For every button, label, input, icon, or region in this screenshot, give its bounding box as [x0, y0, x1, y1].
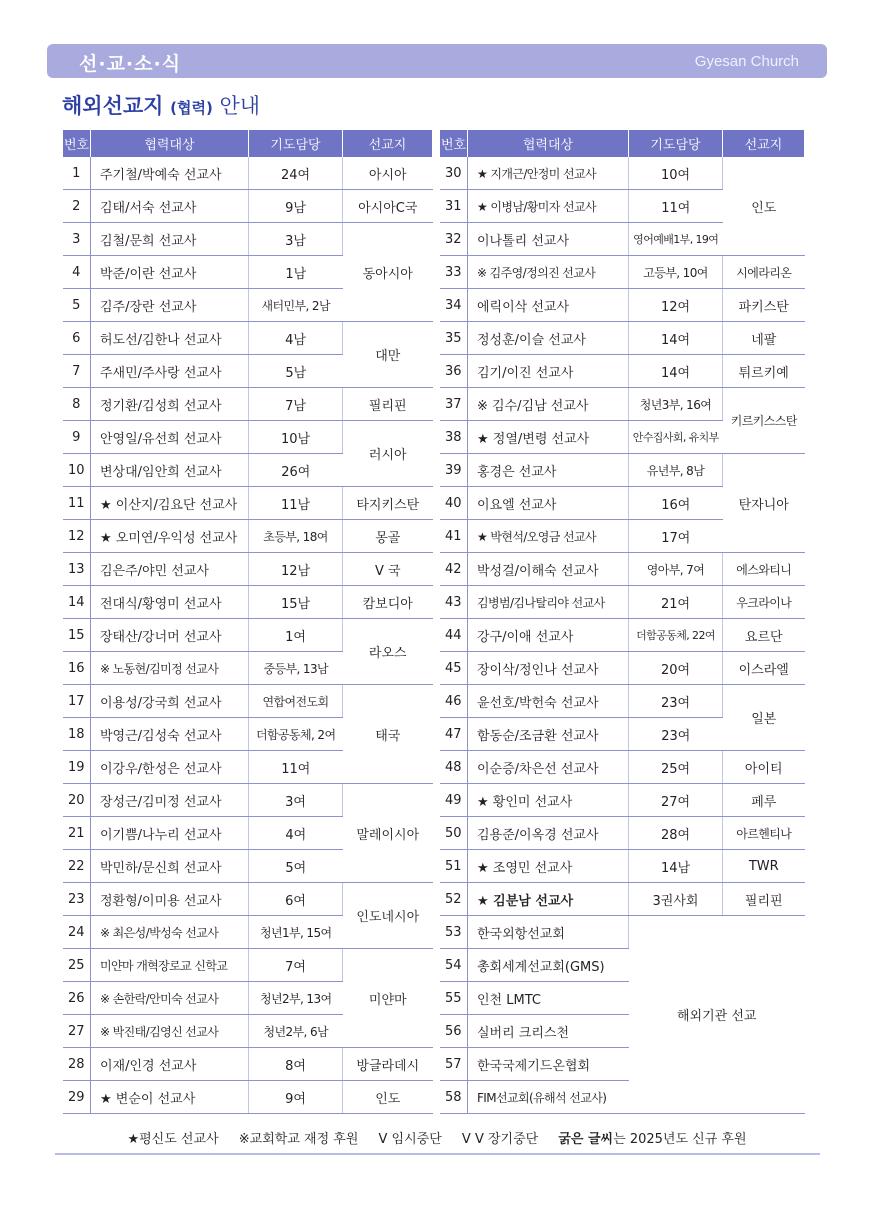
row-prayer: 새터민부, 2남	[249, 289, 343, 322]
row-prayer: 10여	[629, 157, 723, 190]
row-partner: 안영일/유선희 선교사	[91, 421, 249, 454]
legend-star: ★평신도 선교사	[127, 1132, 219, 1147]
table-row	[63, 388, 433, 421]
row-prayer: 12여	[629, 289, 723, 322]
table-row	[63, 586, 433, 619]
row-no: 21	[63, 817, 91, 850]
row-partner: 박성걸/이해숙 선교사	[468, 553, 629, 586]
row-prayer: 3남	[249, 223, 343, 256]
row-partner: ★ 김분남 선교사	[468, 883, 629, 916]
row-no: 50	[440, 817, 468, 850]
row-no: 30	[440, 157, 468, 190]
row-no: 19	[63, 751, 91, 784]
row-prayer: 3여	[249, 784, 343, 817]
row-partner: 한국국제기드온협회	[468, 1048, 629, 1081]
row-prayer: 14여	[629, 355, 723, 388]
table-row	[440, 289, 805, 322]
row-field: 튀르키예	[723, 355, 805, 388]
table-row	[63, 520, 433, 553]
row-partner: 장태산/강너머 선교사	[91, 619, 249, 652]
row-prayer: 7남	[249, 388, 343, 421]
legend-bold-label: 굵은 글씨	[558, 1132, 614, 1147]
row-partner: ★ 박현석/오영금 선교사	[468, 520, 629, 553]
row-field: 요르단	[723, 619, 805, 652]
legend-note: ※교회학교 재정 후원	[238, 1132, 359, 1147]
page-title	[62, 90, 260, 120]
section-label: 선·교·소·식	[79, 53, 182, 75]
row-no: 28	[63, 1048, 91, 1081]
row-prayer: 안수집사회, 유치부	[629, 421, 723, 454]
col-partner: 협력대상	[468, 130, 629, 157]
row-field: 아시아	[343, 157, 433, 190]
row-prayer: 청년2부, 13여	[249, 982, 343, 1015]
row-field: 파키스탄	[723, 289, 805, 322]
table-row	[440, 256, 805, 289]
table-row	[63, 1048, 433, 1081]
row-partner: 김주/장란 선교사	[91, 289, 249, 322]
row-partner: ★ 이병남/황미자 선교사	[468, 190, 629, 223]
table-row	[63, 421, 433, 454]
table-row	[63, 784, 433, 817]
row-field: 필리핀	[343, 388, 433, 421]
row-prayer: 11여	[249, 751, 343, 784]
row-no: 6	[63, 322, 91, 355]
row-partner: ※ 김수/김남 선교사	[468, 388, 629, 421]
row-prayer: 16여	[629, 487, 723, 520]
row-no: 31	[440, 190, 468, 223]
legend	[0, 1128, 874, 1147]
row-prayer: 4남	[249, 322, 343, 355]
row-partner: ※ 박진태/김영신 선교사	[91, 1015, 249, 1048]
row-partner: 이요엘 선교사	[468, 487, 629, 520]
row-no: 53	[440, 916, 468, 949]
table-row	[440, 850, 805, 883]
legend-bold-tail: 는 2025년도 신규 후원	[613, 1132, 747, 1147]
row-prayer: 청년1부, 15여	[249, 916, 343, 949]
row-no: 54	[440, 949, 468, 982]
row-partner: 인천 LMTC	[468, 982, 629, 1015]
row-partner: 주새민/주사랑 선교사	[91, 355, 249, 388]
row-partner: 정환형/이미용 선교사	[91, 883, 249, 916]
row-partner: ※ 최은성/박성숙 선교사	[91, 916, 249, 949]
row-prayer: 28여	[629, 817, 723, 850]
row-field: 탄자니아	[723, 454, 805, 553]
table-row	[440, 784, 805, 817]
row-no: 17	[63, 685, 91, 718]
row-prayer: 26여	[249, 454, 343, 487]
row-no: 41	[440, 520, 468, 553]
row-partner: ★ 황인미 선교사	[468, 784, 629, 817]
table-row	[440, 751, 805, 784]
row-field: 미얀마	[343, 949, 433, 1048]
row-no: 4	[63, 256, 91, 289]
footer-divider	[55, 1153, 820, 1155]
row-no: 11	[63, 487, 91, 520]
table-row	[63, 157, 433, 190]
row-partner: 김철/문희 선교사	[91, 223, 249, 256]
table-row	[63, 223, 433, 256]
row-field: 아이티	[723, 751, 805, 784]
row-partner: ★ 지개근/안정미 선교사	[468, 157, 629, 190]
table-row	[440, 916, 805, 949]
row-partner: ★ 정열/변령 선교사	[468, 421, 629, 454]
row-no: 15	[63, 619, 91, 652]
row-no: 8	[63, 388, 91, 421]
table-row	[440, 652, 805, 685]
row-no: 24	[63, 916, 91, 949]
table-row	[440, 586, 805, 619]
table-row	[63, 883, 433, 916]
row-field: 아시아C국	[343, 190, 433, 223]
row-partner: 정성훈/이슬 선교사	[468, 322, 629, 355]
row-prayer: 9여	[249, 1081, 343, 1114]
table-header	[63, 130, 433, 157]
row-partner: 이용성/강국희 선교사	[91, 685, 249, 718]
row-prayer: 4여	[249, 817, 343, 850]
row-partner: 홍경은 선교사	[468, 454, 629, 487]
row-partner: 이기쁨/나누리 선교사	[91, 817, 249, 850]
row-no: 12	[63, 520, 91, 553]
row-no: 1	[63, 157, 91, 190]
row-field: TWR	[723, 850, 805, 883]
row-partner: 함동순/조금환 선교사	[468, 718, 629, 751]
row-prayer: 23여	[629, 685, 723, 718]
row-field: 우크라이나	[723, 586, 805, 619]
row-partner: 박준/이란 선교사	[91, 256, 249, 289]
row-prayer: 초등부, 18여	[249, 520, 343, 553]
row-field: 페루	[723, 784, 805, 817]
row-field: 몽골	[343, 520, 433, 553]
row-partner: 한국외항선교회	[468, 916, 629, 949]
row-field: 키르키스스탄	[723, 388, 805, 454]
row-no: 5	[63, 289, 91, 322]
row-field: 네팔	[723, 322, 805, 355]
row-no: 47	[440, 718, 468, 751]
row-partner: 김은주/야민 선교사	[91, 553, 249, 586]
row-field: 인도네시아	[343, 883, 433, 949]
title-sub: (협력)	[170, 99, 213, 117]
row-prayer: 12남	[249, 553, 343, 586]
row-partner: ※ 노동현/김미정 선교사	[91, 652, 249, 685]
legend-long-paused: V V 장기중단	[461, 1132, 539, 1147]
row-no: 40	[440, 487, 468, 520]
row-prayer: 7여	[249, 949, 343, 982]
row-partner: 박민하/문신희 선교사	[91, 850, 249, 883]
table-row	[63, 685, 433, 718]
table-row	[440, 685, 805, 718]
row-field: 타지키스탄	[343, 487, 433, 520]
row-prayer: 영어예배1부, 19여	[629, 223, 723, 256]
row-prayer: 1남	[249, 256, 343, 289]
mission-table-right	[439, 130, 805, 1114]
row-no: 42	[440, 553, 468, 586]
row-no: 45	[440, 652, 468, 685]
row-partner: 윤선호/박헌숙 선교사	[468, 685, 629, 718]
row-field: 말레이시아	[343, 784, 433, 883]
row-partner: 전대식/황영미 선교사	[91, 586, 249, 619]
row-no: 32	[440, 223, 468, 256]
row-prayer: 11남	[249, 487, 343, 520]
row-no: 9	[63, 421, 91, 454]
row-no: 38	[440, 421, 468, 454]
row-partner: 실버리 크리스천	[468, 1015, 629, 1048]
row-partner: ★ 오미연/우익성 선교사	[91, 520, 249, 553]
row-prayer: 23여	[629, 718, 723, 751]
row-partner: ※ 손한락/안미숙 선교사	[91, 982, 249, 1015]
row-no: 57	[440, 1048, 468, 1081]
row-field: 아르헨티나	[723, 817, 805, 850]
row-prayer: 3권사회	[629, 883, 723, 916]
row-partner: 장이삭/정인나 선교사	[468, 652, 629, 685]
table-row	[63, 1081, 433, 1114]
title-main: 해외선교지	[62, 94, 164, 118]
row-field: 시에라리온	[723, 256, 805, 289]
mission-table-left	[62, 130, 433, 1114]
row-no: 16	[63, 652, 91, 685]
row-prayer: 21여	[629, 586, 723, 619]
row-prayer: 중등부, 13남	[249, 652, 343, 685]
row-partner: 변상대/임안희 선교사	[91, 454, 249, 487]
row-no: 23	[63, 883, 91, 916]
row-prayer: 27여	[629, 784, 723, 817]
table-row	[63, 949, 433, 982]
row-no: 22	[63, 850, 91, 883]
row-prayer: 5여	[249, 850, 343, 883]
row-no: 55	[440, 982, 468, 1015]
header-bar	[47, 44, 827, 78]
table-row	[63, 619, 433, 652]
row-prayer: 24여	[249, 157, 343, 190]
row-prayer: 15남	[249, 586, 343, 619]
row-partner: 김용준/이옥경 선교사	[468, 817, 629, 850]
row-no: 3	[63, 223, 91, 256]
col-prayer: 기도담당	[249, 130, 343, 157]
row-no: 13	[63, 553, 91, 586]
row-no: 25	[63, 949, 91, 982]
row-no: 10	[63, 454, 91, 487]
row-no: 58	[440, 1081, 468, 1114]
row-prayer: 유년부, 8남	[629, 454, 723, 487]
row-partner: 이나톨리 선교사	[468, 223, 629, 256]
row-field: 동아시아	[343, 223, 433, 322]
row-partner: 미얀마 개혁장로교 신학교	[91, 949, 249, 982]
table-header	[440, 130, 805, 157]
col-prayer: 기도담당	[629, 130, 723, 157]
table-row	[440, 355, 805, 388]
col-no: 번호	[440, 130, 468, 157]
row-no: 44	[440, 619, 468, 652]
row-prayer: 더함공동체, 22여	[629, 619, 723, 652]
row-partner: 정기환/김성희 선교사	[91, 388, 249, 421]
row-partner: 김태/서숙 선교사	[91, 190, 249, 223]
row-field: 방글라데시	[343, 1048, 433, 1081]
row-no: 7	[63, 355, 91, 388]
col-no: 번호	[63, 130, 91, 157]
row-partner: 주기철/박예숙 선교사	[91, 157, 249, 190]
row-prayer: 영아부, 7여	[629, 553, 723, 586]
col-field: 선교지	[343, 130, 433, 157]
row-field: 태국	[343, 685, 433, 784]
row-no: 46	[440, 685, 468, 718]
row-partner: 김기/이진 선교사	[468, 355, 629, 388]
row-no: 52	[440, 883, 468, 916]
row-partner: ★ 이산지/김요단 선교사	[91, 487, 249, 520]
table-row	[440, 454, 805, 487]
row-no: 29	[63, 1081, 91, 1114]
row-no: 33	[440, 256, 468, 289]
table-row	[440, 619, 805, 652]
row-prayer: 9남	[249, 190, 343, 223]
row-no: 43	[440, 586, 468, 619]
row-no: 20	[63, 784, 91, 817]
church-name: Gyesan Church	[694, 53, 799, 70]
row-prayer: 6여	[249, 883, 343, 916]
row-field: 캄보디아	[343, 586, 433, 619]
table-row	[440, 553, 805, 586]
row-no: 14	[63, 586, 91, 619]
row-field: 일본	[723, 685, 805, 751]
row-prayer: 1여	[249, 619, 343, 652]
row-prayer: 14여	[629, 322, 723, 355]
row-no: 34	[440, 289, 468, 322]
row-partner: 이재/인경 선교사	[91, 1048, 249, 1081]
row-partner: 허도선/김한나 선교사	[91, 322, 249, 355]
table-row	[440, 322, 805, 355]
row-no: 48	[440, 751, 468, 784]
row-prayer: 11여	[629, 190, 723, 223]
row-no: 56	[440, 1015, 468, 1048]
row-field: 에스와티니	[723, 553, 805, 586]
row-field: 대만	[343, 322, 433, 388]
row-partner: ★ 변순이 선교사	[91, 1081, 249, 1114]
table-row	[440, 817, 805, 850]
row-field: V 국	[343, 553, 433, 586]
row-no: 37	[440, 388, 468, 421]
table-row	[63, 553, 433, 586]
table-row	[63, 487, 433, 520]
row-field: 해외기관 선교	[629, 916, 805, 1114]
row-no: 2	[63, 190, 91, 223]
row-prayer: 청년2부, 6남	[249, 1015, 343, 1048]
table-row	[63, 190, 433, 223]
row-prayer: 20여	[629, 652, 723, 685]
row-prayer: 더함공동체, 2여	[249, 718, 343, 751]
legend-bold-note	[558, 1132, 746, 1147]
row-partner: 에릭이삭 선교사	[468, 289, 629, 322]
row-partner: 강구/이애 선교사	[468, 619, 629, 652]
row-partner: 이순증/차은선 선교사	[468, 751, 629, 784]
row-field: 러시아	[343, 421, 433, 487]
row-no: 36	[440, 355, 468, 388]
row-partner: 총회세계선교회(GMS)	[468, 949, 629, 982]
row-prayer: 5남	[249, 355, 343, 388]
row-partner: 김병범/김나탈리야 선교사	[468, 586, 629, 619]
row-partner: 장성근/김미정 선교사	[91, 784, 249, 817]
row-prayer: 17여	[629, 520, 723, 553]
row-no: 51	[440, 850, 468, 883]
row-partner: 이강우/한성은 선교사	[91, 751, 249, 784]
row-no: 27	[63, 1015, 91, 1048]
row-prayer: 8여	[249, 1048, 343, 1081]
legend-paused: V 임시중단	[378, 1132, 442, 1147]
row-partner: ★ 조영민 선교사	[468, 850, 629, 883]
row-prayer: 25여	[629, 751, 723, 784]
row-no: 39	[440, 454, 468, 487]
table-row	[440, 388, 805, 421]
row-prayer: 10남	[249, 421, 343, 454]
row-no: 26	[63, 982, 91, 1015]
row-prayer: 청년3부, 16여	[629, 388, 723, 421]
table-row	[440, 157, 805, 190]
title-tail: 안내	[219, 94, 261, 118]
row-field: 필리핀	[723, 883, 805, 916]
row-partner: FIM선교회(유해석 선교사)	[468, 1081, 629, 1114]
row-no: 49	[440, 784, 468, 817]
col-partner: 협력대상	[91, 130, 249, 157]
col-field: 선교지	[723, 130, 805, 157]
row-field: 인도	[723, 157, 805, 256]
table-row	[440, 883, 805, 916]
row-partner: 박영근/김성숙 선교사	[91, 718, 249, 751]
row-partner: ※ 김주영/정의진 선교사	[468, 256, 629, 289]
row-prayer: 14남	[629, 850, 723, 883]
row-no: 18	[63, 718, 91, 751]
row-field: 라오스	[343, 619, 433, 685]
row-field: 이스라엘	[723, 652, 805, 685]
row-prayer: 연합여전도회	[249, 685, 343, 718]
row-field: 인도	[343, 1081, 433, 1114]
row-prayer: 고등부, 10여	[629, 256, 723, 289]
row-no: 35	[440, 322, 468, 355]
table-row	[63, 322, 433, 355]
